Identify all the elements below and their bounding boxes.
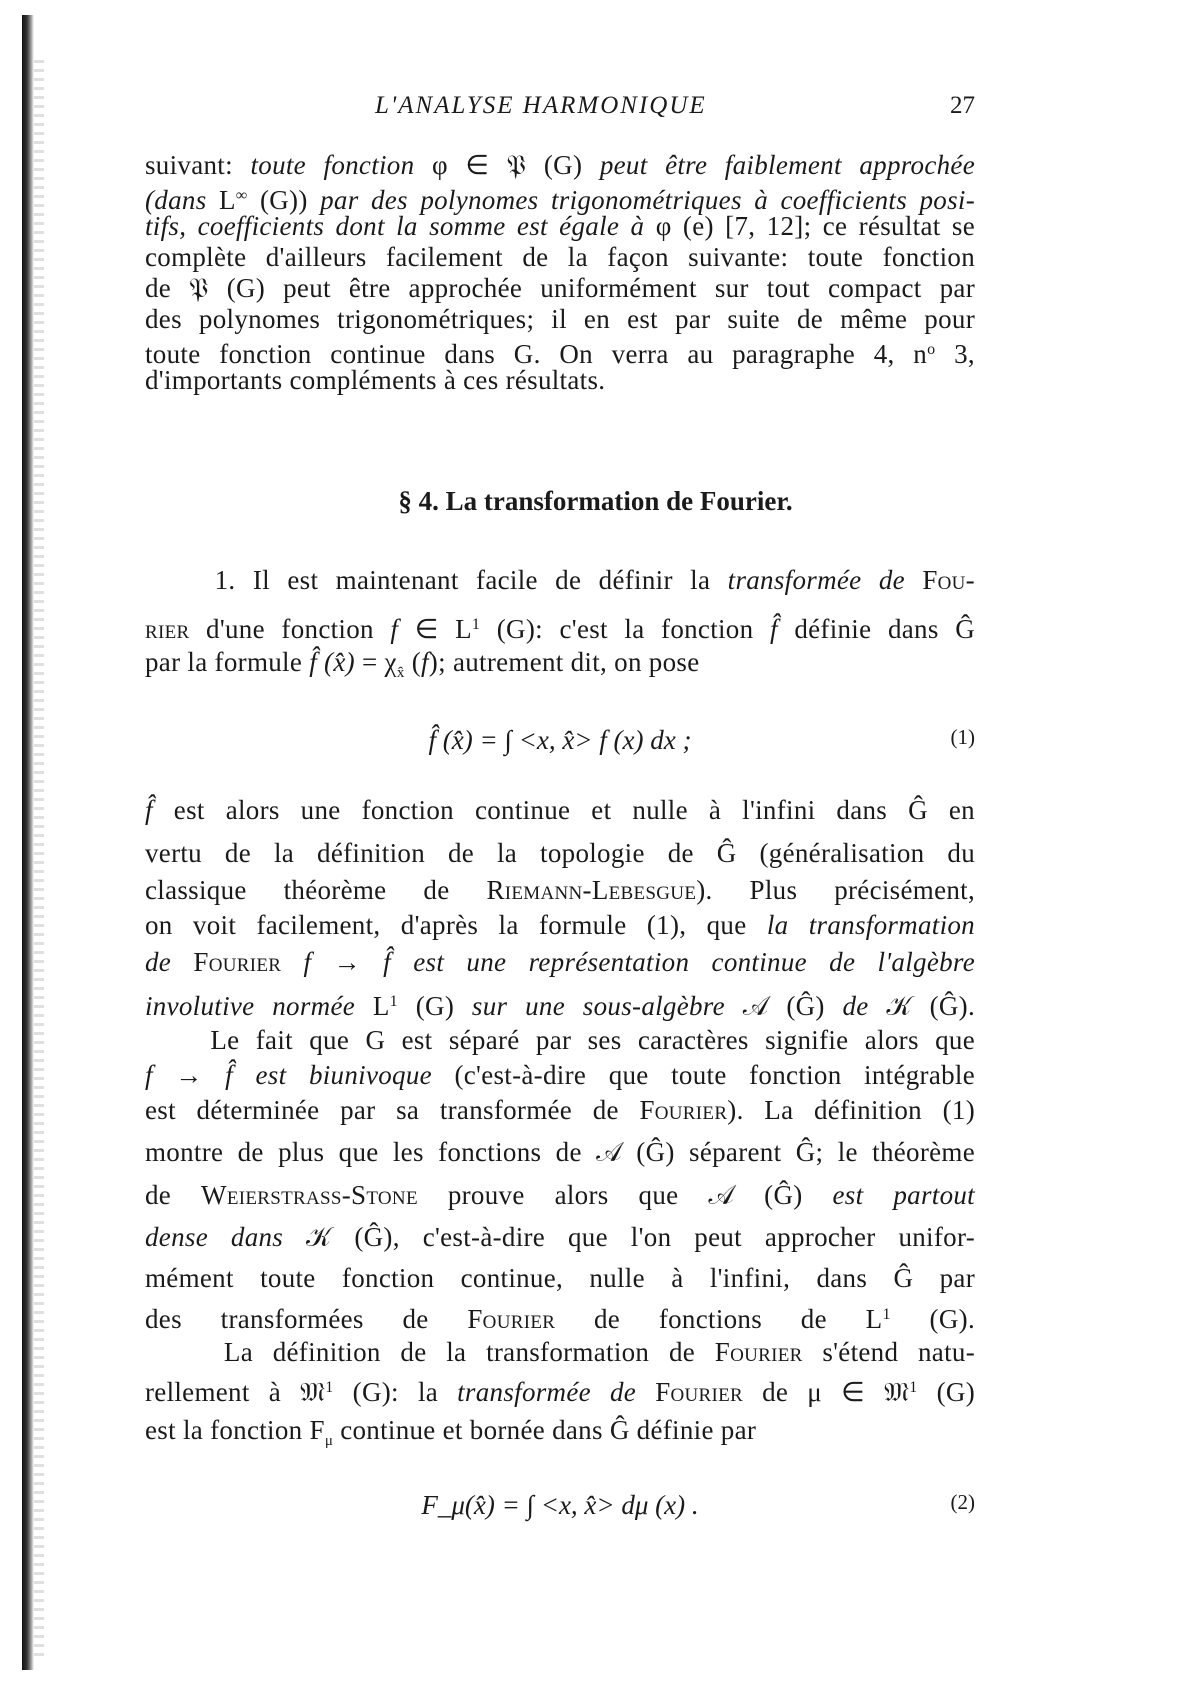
equation-2-formula: F_μ(x̂) = ∫ <x, x̂> dμ (x) . <box>421 1490 699 1520</box>
text-line <box>145 947 975 977</box>
text-segment: 3, <box>935 339 975 369</box>
text-segment: = χ <box>354 647 397 677</box>
text-segment: Fourier <box>193 947 282 977</box>
text-line <box>145 181 975 215</box>
text-segment: f̂ <box>145 795 153 825</box>
text-segment: (c'est-à-dire que toute fonction intégrable <box>431 1060 976 1090</box>
text-segment: des polynomes trigonométriques; il en est par suite de même pour <box>145 304 975 334</box>
text-segment: μ <box>324 1433 334 1449</box>
text-line <box>145 273 975 303</box>
text-line <box>145 304 975 334</box>
text-segment: la transformation <box>766 910 975 940</box>
text-segment: L <box>218 185 236 215</box>
text-segment: définie dans Ĝ <box>777 614 975 644</box>
text-segment: est partout <box>832 1180 975 1210</box>
text-line <box>145 1137 975 1167</box>
text-segment: (G): c'est la fonction <box>480 614 770 644</box>
text-segment: (G) <box>397 991 472 1021</box>
text-segment: de <box>145 947 194 977</box>
text-segment: classique théorème de <box>145 875 487 905</box>
text-segment: ); autrement dit, on pose <box>428 647 700 677</box>
text-segment: ∞ <box>235 187 248 204</box>
text-segment: 𝒦 (Ĝ), c'est-à-dire que l'on peut approcher unifor- <box>306 1222 975 1252</box>
text-segment: Le fait que G est séparé par ses caractères signifie alors que <box>145 1025 975 1055</box>
text-segment: ). Plus précisément, <box>696 875 975 905</box>
text-segment: de 𝔓 (G) peut être approchée uniformément sur tout compact par <box>145 273 975 303</box>
text-segment: transformée de <box>727 565 923 595</box>
text-segment: f → f̂ est une représentation continue de l'algèbre <box>281 947 975 977</box>
text-line <box>145 875 975 905</box>
text-line <box>145 565 975 595</box>
text-segment: x̂ <box>396 665 405 681</box>
text-segment: 𝒜 (Ĝ) <box>742 991 843 1021</box>
text-segment: Riemann-Lebesgue <box>486 875 697 905</box>
text-line <box>145 1373 975 1407</box>
text-line <box>145 1300 975 1334</box>
section-heading: § 4. La transformation de Fourier. <box>398 486 793 516</box>
text-segment: continue et bornée dans Ĝ définie par <box>333 1415 757 1445</box>
text-segment: suivant: <box>145 150 251 180</box>
text-segment: (G) <box>917 1377 976 1407</box>
text-segment: (dans <box>145 185 219 215</box>
text-segment: (G). <box>890 1304 975 1334</box>
text-segment: de μ ∈ 𝔐 <box>743 1377 910 1407</box>
text-segment: mément toute fonction continue, nulle à l'infini, dans Ĝ par <box>145 1263 975 1293</box>
text-segment: d'importants compléments à ces résultats. <box>145 365 606 395</box>
text-segment: est alors une fonction continue et nulle à l'infini dans Ĝ en <box>152 795 975 825</box>
text-segment: Fourier <box>714 1337 803 1367</box>
text-segment: Fourier <box>639 1095 728 1125</box>
text-segment: prouve alors que 𝒜 (Ĝ) <box>417 1180 833 1210</box>
text-line <box>145 838 975 868</box>
text-segment: de fonctions de L <box>555 1304 883 1334</box>
page-number: 27 <box>950 92 975 119</box>
text-line <box>145 150 975 180</box>
text-segment: f̂ (x̂) <box>309 647 355 677</box>
text-segment: rellement à 𝔐 <box>145 1377 326 1407</box>
text-segment: L <box>372 991 390 1021</box>
text-segment: sur une sous-algèbre <box>471 991 743 1021</box>
text-segment: ( <box>404 647 421 677</box>
text-segment: 1 <box>389 993 398 1010</box>
text-line <box>145 1095 975 1125</box>
text-segment: peut être faiblement approchée <box>599 150 975 180</box>
text-segment: tifs, coefficients dont la somme est égale à <box>145 211 656 241</box>
text-segment: f̂ <box>769 614 778 644</box>
text-segment: 1. Il est maintenant facile de définir la <box>145 565 728 595</box>
text-segment: 1 <box>882 1306 891 1323</box>
text-segment: par la formule <box>145 647 310 677</box>
text-segment: de <box>145 1180 202 1210</box>
text-line <box>145 211 975 241</box>
text-line <box>145 1222 975 1252</box>
text-segment: f <box>390 614 399 644</box>
text-line <box>145 335 975 369</box>
text-line <box>145 1060 975 1090</box>
text-segment: est la fonction F <box>145 1415 325 1445</box>
text-segment: ∈ L <box>398 614 472 644</box>
text-segment: s'étend natu- <box>802 1337 975 1367</box>
text-line <box>145 1025 975 1055</box>
text-line <box>145 365 975 395</box>
text-segment: de <box>842 991 887 1021</box>
running-title: L'ANALYSE HARMONIQUE <box>375 92 707 119</box>
text-segment: (G)) <box>247 185 321 215</box>
text-line <box>145 1263 975 1293</box>
text-segment: dense dans <box>145 1222 307 1252</box>
text-segment: Weierstrass-Stone <box>201 1180 418 1210</box>
text-segment: o <box>927 341 936 358</box>
text-segment: rier <box>145 614 190 644</box>
text-segment: montre de plus que les fonctions de 𝒜 (Ĝ) séparent Ĝ; le théorème <box>145 1137 975 1167</box>
equation-1-formula: f̂ (x̂) = ∫ <x, x̂> f (x) dx ; <box>428 725 692 755</box>
text-segment: toute fonction <box>250 150 432 180</box>
text-line <box>145 610 975 644</box>
text-segment: 𝒦 (Ĝ). <box>886 991 975 1021</box>
text-line <box>145 795 975 825</box>
text-line <box>145 1415 975 1456</box>
text-segment: φ (e) [7, 12]; ce résultat se <box>655 211 975 241</box>
text-line <box>145 242 975 272</box>
text-line <box>145 987 975 1021</box>
text-segment: 1 <box>471 616 481 633</box>
text-segment: involutive normée <box>145 991 373 1021</box>
text-segment: des transformées de <box>145 1304 468 1334</box>
text-segment: f <box>420 647 429 677</box>
text-segment: f → f̂ est biunivoque <box>145 1060 432 1090</box>
text-segment: Fourier <box>467 1304 556 1334</box>
text-segment: La définition de la transformation de <box>145 1337 715 1367</box>
text-line <box>145 1180 975 1210</box>
text-segment: par des polynomes trigonométriques à coefficients posi- <box>320 185 975 215</box>
equation-2-number: (2) <box>950 1490 975 1514</box>
text-line <box>145 1337 975 1367</box>
text-segment: on voit facilement, d'après la formule (1), que <box>145 910 767 940</box>
text-line <box>145 910 975 940</box>
text-segment: est déterminée par sa transformée de <box>145 1095 640 1125</box>
text-segment: 1 <box>909 1379 918 1396</box>
text-segment: ). La définition (1) <box>727 1095 975 1125</box>
text-segment: Fou- <box>922 565 975 595</box>
text-segment: φ ∈ 𝔓 (G) <box>431 150 600 180</box>
text-segment: Fourier <box>655 1377 744 1407</box>
text-segment: transformée de <box>457 1377 656 1407</box>
scan-edge-noise <box>34 60 44 1660</box>
text-line <box>145 647 975 688</box>
text-segment: vertu de la définition de la topologie de Ĝ (généralisation du <box>145 838 975 868</box>
text-segment: (G): la <box>333 1377 458 1407</box>
text-segment: d'une fonction <box>189 614 391 644</box>
text-segment: 1 <box>325 1379 334 1396</box>
scan-edge <box>22 15 34 1670</box>
text-segment: toute fonction continue dans G. On verra au paragraphe 4, n <box>145 339 928 369</box>
text-segment: complète d'ailleurs facilement de la façon suivante: toute fonction <box>145 242 975 272</box>
equation-1-number: (1) <box>950 725 975 749</box>
